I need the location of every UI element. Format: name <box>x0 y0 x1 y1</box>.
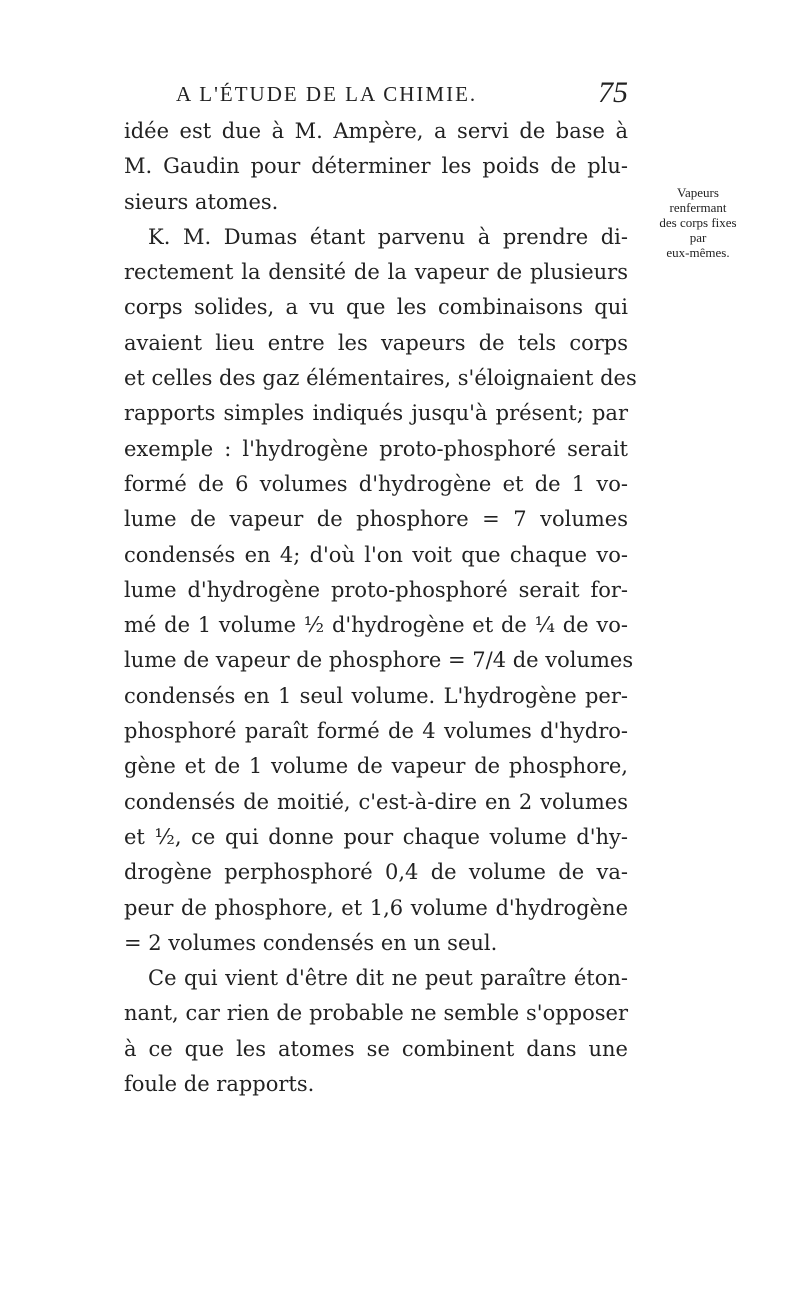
text-line: K. M. Dumas étant parvenu à prendre di- <box>148 224 628 249</box>
text-line: mé de 1 volume ½ d'hydrogène et de ¼ de vo- <box>124 613 628 638</box>
text-line: foule de rapports. <box>124 1072 315 1097</box>
text-line: lume de vapeur de phosphore = 7/4 de volumes <box>124 648 634 673</box>
text-line: sieurs atomes. <box>124 189 279 214</box>
text-line: exemple : l'hydrogène proto-phosphoré serait <box>124 436 628 461</box>
text-line: Ce qui vient d'être dit ne peut paraître éton- <box>148 966 628 991</box>
page-header <box>176 76 628 112</box>
text-line: nant, car rien de probable ne semble s'opposer <box>124 1001 628 1026</box>
margin-note-line: Vapeurs <box>677 185 719 200</box>
page-number: 75 <box>598 76 628 109</box>
text-line: et celles des gaz élémentaires, s'éloignaient des <box>124 366 637 391</box>
margin-note <box>636 185 760 260</box>
text-line: lume d'hydrogène proto-phosphoré serait for- <box>124 577 628 602</box>
text-line: et ½, ce qui donne pour chaque volume d'hy- <box>124 824 628 849</box>
text-line: corps solides, a vu que les combinaisons qui <box>124 295 628 320</box>
text-line: = 2 volumes condensés en un seul. <box>124 930 498 955</box>
text-line: lume de vapeur de phosphore = 7 volumes <box>124 507 628 532</box>
text-line: idée est due à M. Ampère, a servi de base à <box>124 119 628 143</box>
margin-note-line: renfermant <box>669 200 727 215</box>
margin-note-line: eux-mêmes. <box>666 245 730 260</box>
text-line: peur de phosphore, et 1,6 volume d'hydrogène <box>124 895 628 920</box>
text-line: M. Gaudin pour déterminer les poids de plu- <box>124 154 628 179</box>
running-title: A L'ÉTUDE DE LA CHIMIE. <box>176 82 478 106</box>
margin-note-line: des corps fixes <box>659 215 737 230</box>
body-text <box>124 114 637 1102</box>
text-line: avaient lieu entre les vapeurs de tels corps <box>124 330 628 355</box>
text-line: condensés en 1 seul volume. L'hydrogène per- <box>124 683 628 708</box>
text-line: rapports simples indiqués jusqu'à présent; par <box>124 401 628 426</box>
text-line: formé de 6 volumes d'hydrogène et de 1 vo- <box>124 471 628 496</box>
text-line: rectement la densité de la vapeur de plusieurs <box>124 260 628 285</box>
text-line: gène et de 1 volume de vapeur de phosphore, <box>124 754 628 779</box>
text-line: drogène perphosphoré 0,4 de volume de va- <box>124 860 628 885</box>
text-line: à ce que les atomes se combinent dans une <box>124 1036 628 1061</box>
text-line: condensés en 4; d'où l'on voit que chaque vo- <box>124 542 628 567</box>
text-line: phosphoré paraît formé de 4 volumes d'hydro- <box>124 719 628 744</box>
text-line: condensés de moitié, c'est-à-dire en 2 volumes <box>124 789 628 814</box>
margin-note-line: par <box>689 230 707 245</box>
